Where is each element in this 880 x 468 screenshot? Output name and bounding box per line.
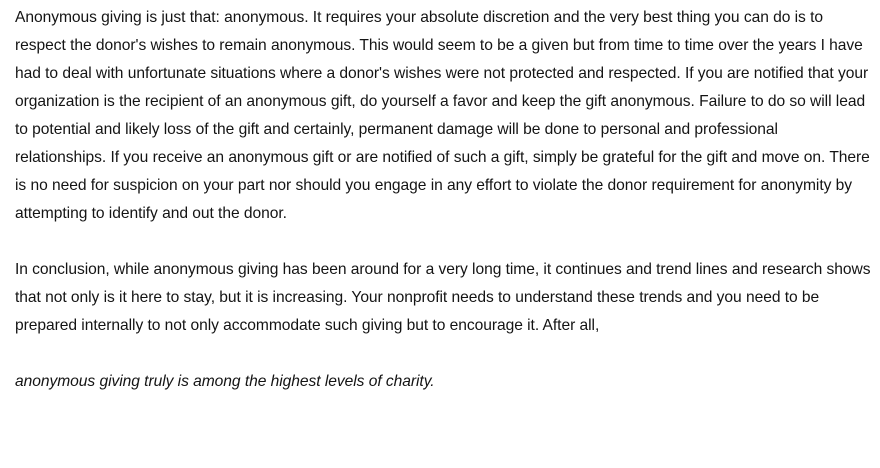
closing-quote: anonymous giving truly is among the highest levels of charity. (15, 373, 435, 390)
paragraph-conclusion: In conclusion, while anonymous giving has been around for a very long time, it continues and trend lines and research shows that not only is it here to stay, but it is increasing. Your nonprofit needs to understand these trends and you need to be prepared internally to not only accommodate such giving but to encourage it. After all, (15, 261, 871, 334)
paragraph-anonymous-giving: Anonymous giving is just that: anonymous. It requires your absolute discretion and the very best thing you can do is to respect the donor's wishes to remain anonymous. This would seem to be a given but from time to time over the years I have had to deal with unfortunate situations where a donor's wishes were not protected and respected. If you are notified that your organization is the recipient of an anonymous gift, do yourself a favor and keep the gift anonymous. Failure to do so will lead to potential and likely loss of the gift and certainly, permanent damage will be done to personal and professional relationships. If you receive an anonymous gift or are notified of such a gift, simply be grateful for the gift and move on. There is no need for suspicion on your part nor should you engage in any effort to violate the donor requirement for anonymity by attempting to identify and out the donor. (15, 9, 870, 222)
article-body (15, 4, 871, 396)
